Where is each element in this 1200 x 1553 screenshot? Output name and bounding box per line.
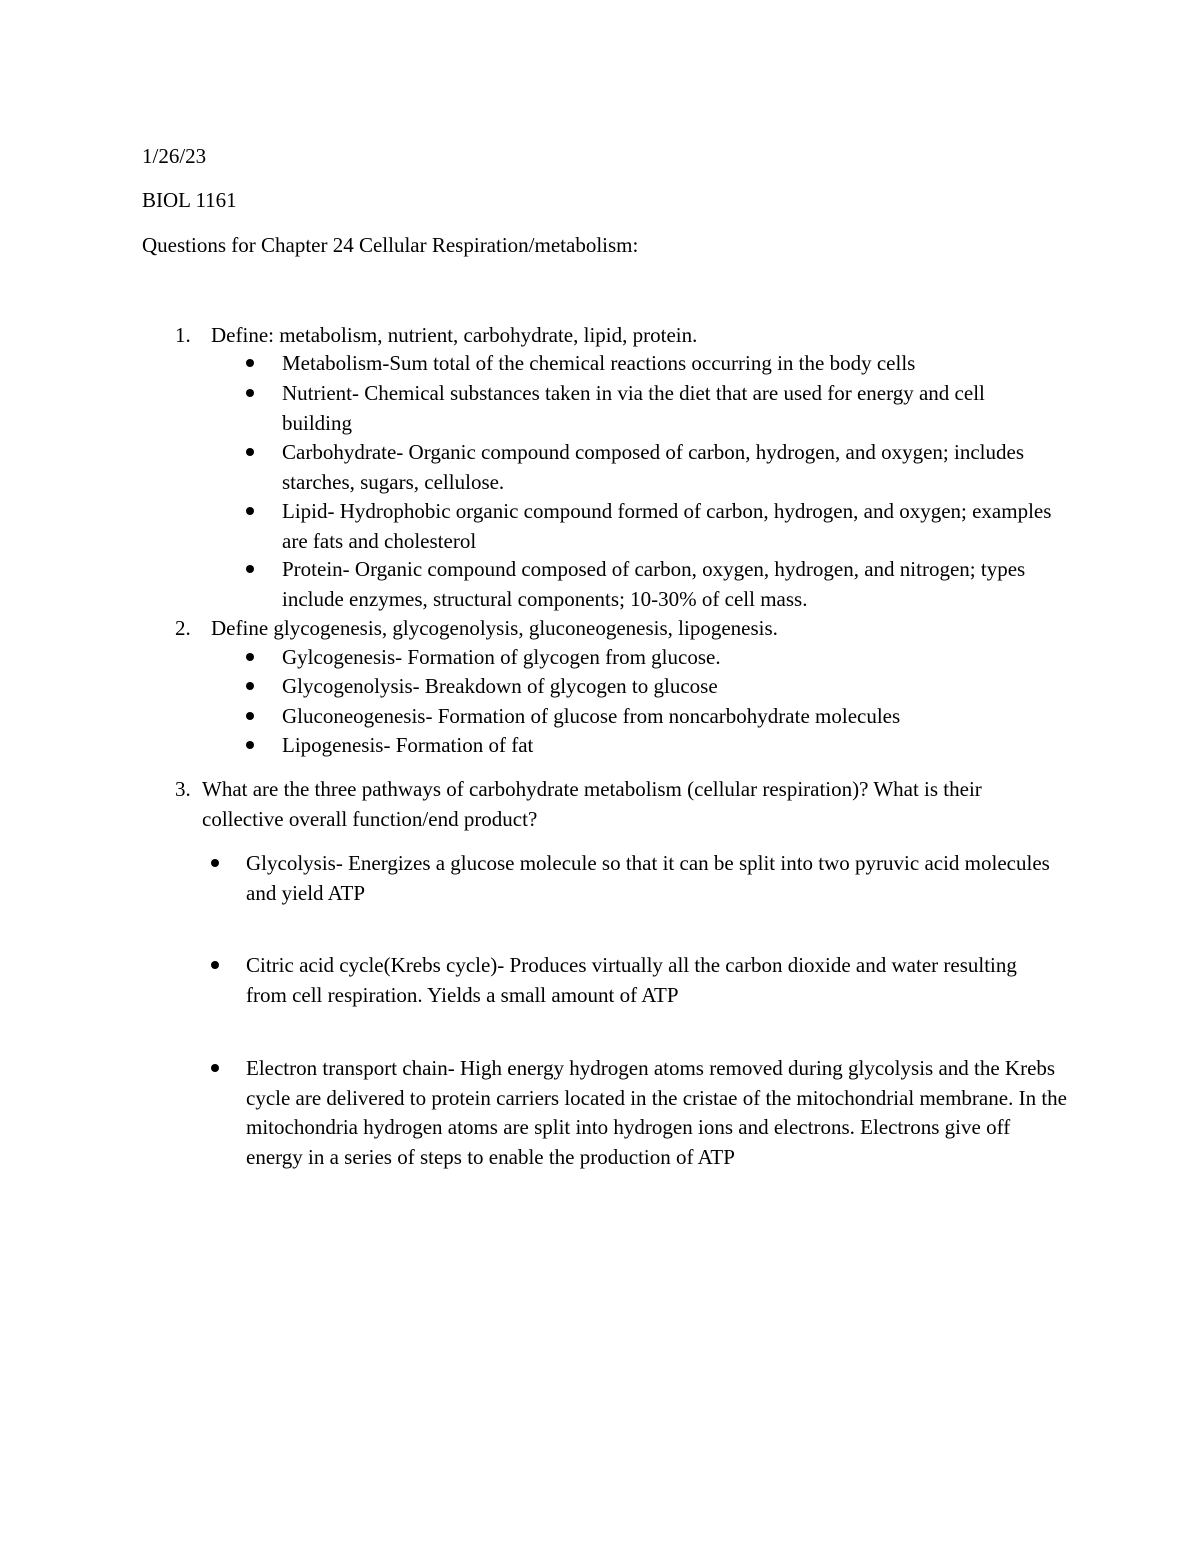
bullet-icon	[246, 565, 254, 573]
question-prompt-block	[175, 775, 1065, 834]
bullet-icon	[246, 389, 254, 397]
bullet-icon	[246, 653, 254, 661]
answer-item: Gluconeogenesis- Formation of glucose from noncarbohydrate molecules	[282, 704, 901, 728]
document-date: 1/26/23	[142, 144, 207, 168]
bullet-icon	[211, 859, 219, 867]
question-number: 2.	[175, 616, 191, 640]
answer-item: Metabolism-Sum total of the chemical reactions occurring in the body cells	[282, 351, 916, 375]
question-number: 3.	[175, 777, 191, 801]
answer-item: Carbohydrate- Organic compound composed of carbon, hydrogen, and oxygen; includes starches, sugars, cellulose.	[282, 440, 1024, 494]
bullet-icon	[246, 507, 254, 515]
answer-item: Lipogenesis- Formation of fat	[282, 733, 534, 757]
bullet-icon	[211, 961, 219, 969]
bullet-icon	[246, 359, 254, 367]
answer-item: Citric acid cycle(Krebs cycle)- Produces virtually all the carbon dioxide and water resulting from cell respiration. Yields a small amount of ATP	[246, 953, 1017, 1007]
question-prompt: What are the three pathways of carbohydrate metabolism (cellular respiration)? What is their collective overall function/end product?	[202, 777, 982, 831]
document-title: Questions for Chapter 24 Cellular Respiration/metabolism:	[142, 233, 639, 257]
answer-item: Lipid- Hydrophobic organic compound formed of carbon, hydrogen, and oxygen; examples are fats and cholesterol	[282, 499, 1052, 553]
question-number: 1.	[175, 323, 191, 347]
bullet-icon	[246, 682, 254, 690]
answer-item: Protein- Organic compound composed of carbon, oxygen, hydrogen, and nitrogen; types include enzymes, structural components; 10-30% of cell mass.	[282, 557, 1026, 611]
answer-item: Electron transport chain- High energy hydrogen atoms removed during glycolysis and the Krebs cycle are delivered to protein carriers located in the cristae of the mitochondrial membrane. In the mitochondria hydrogen atoms are split into hydrogen ions and electrons. Electrons give off energy in a series of steps to enable the production of ATP	[246, 1056, 1067, 1169]
bullet-icon	[246, 448, 254, 456]
question-prompt: Define glycogenesis, glycogenolysis, gluconeogenesis, lipogenesis.	[211, 616, 778, 640]
course-code: BIOL 1161	[142, 188, 237, 212]
question-prompt: Define: metabolism, nutrient, carbohydrate, lipid, protein.	[211, 323, 698, 347]
answer-item: Gylcogenesis- Formation of glycogen from glucose.	[282, 645, 721, 669]
bullet-icon	[246, 712, 254, 720]
answer-item: Glycolysis- Energizes a glucose molecule so that it can be split into two pyruvic acid molecules and yield ATP	[246, 851, 1050, 905]
answer-item: Nutrient- Chemical substances taken in via the diet that are used for energy and cell building	[282, 381, 985, 435]
bullet-icon	[246, 741, 254, 749]
bullet-icon	[211, 1064, 219, 1072]
answer-item: Glycogenolysis- Breakdown of glycogen to glucose	[282, 674, 718, 698]
